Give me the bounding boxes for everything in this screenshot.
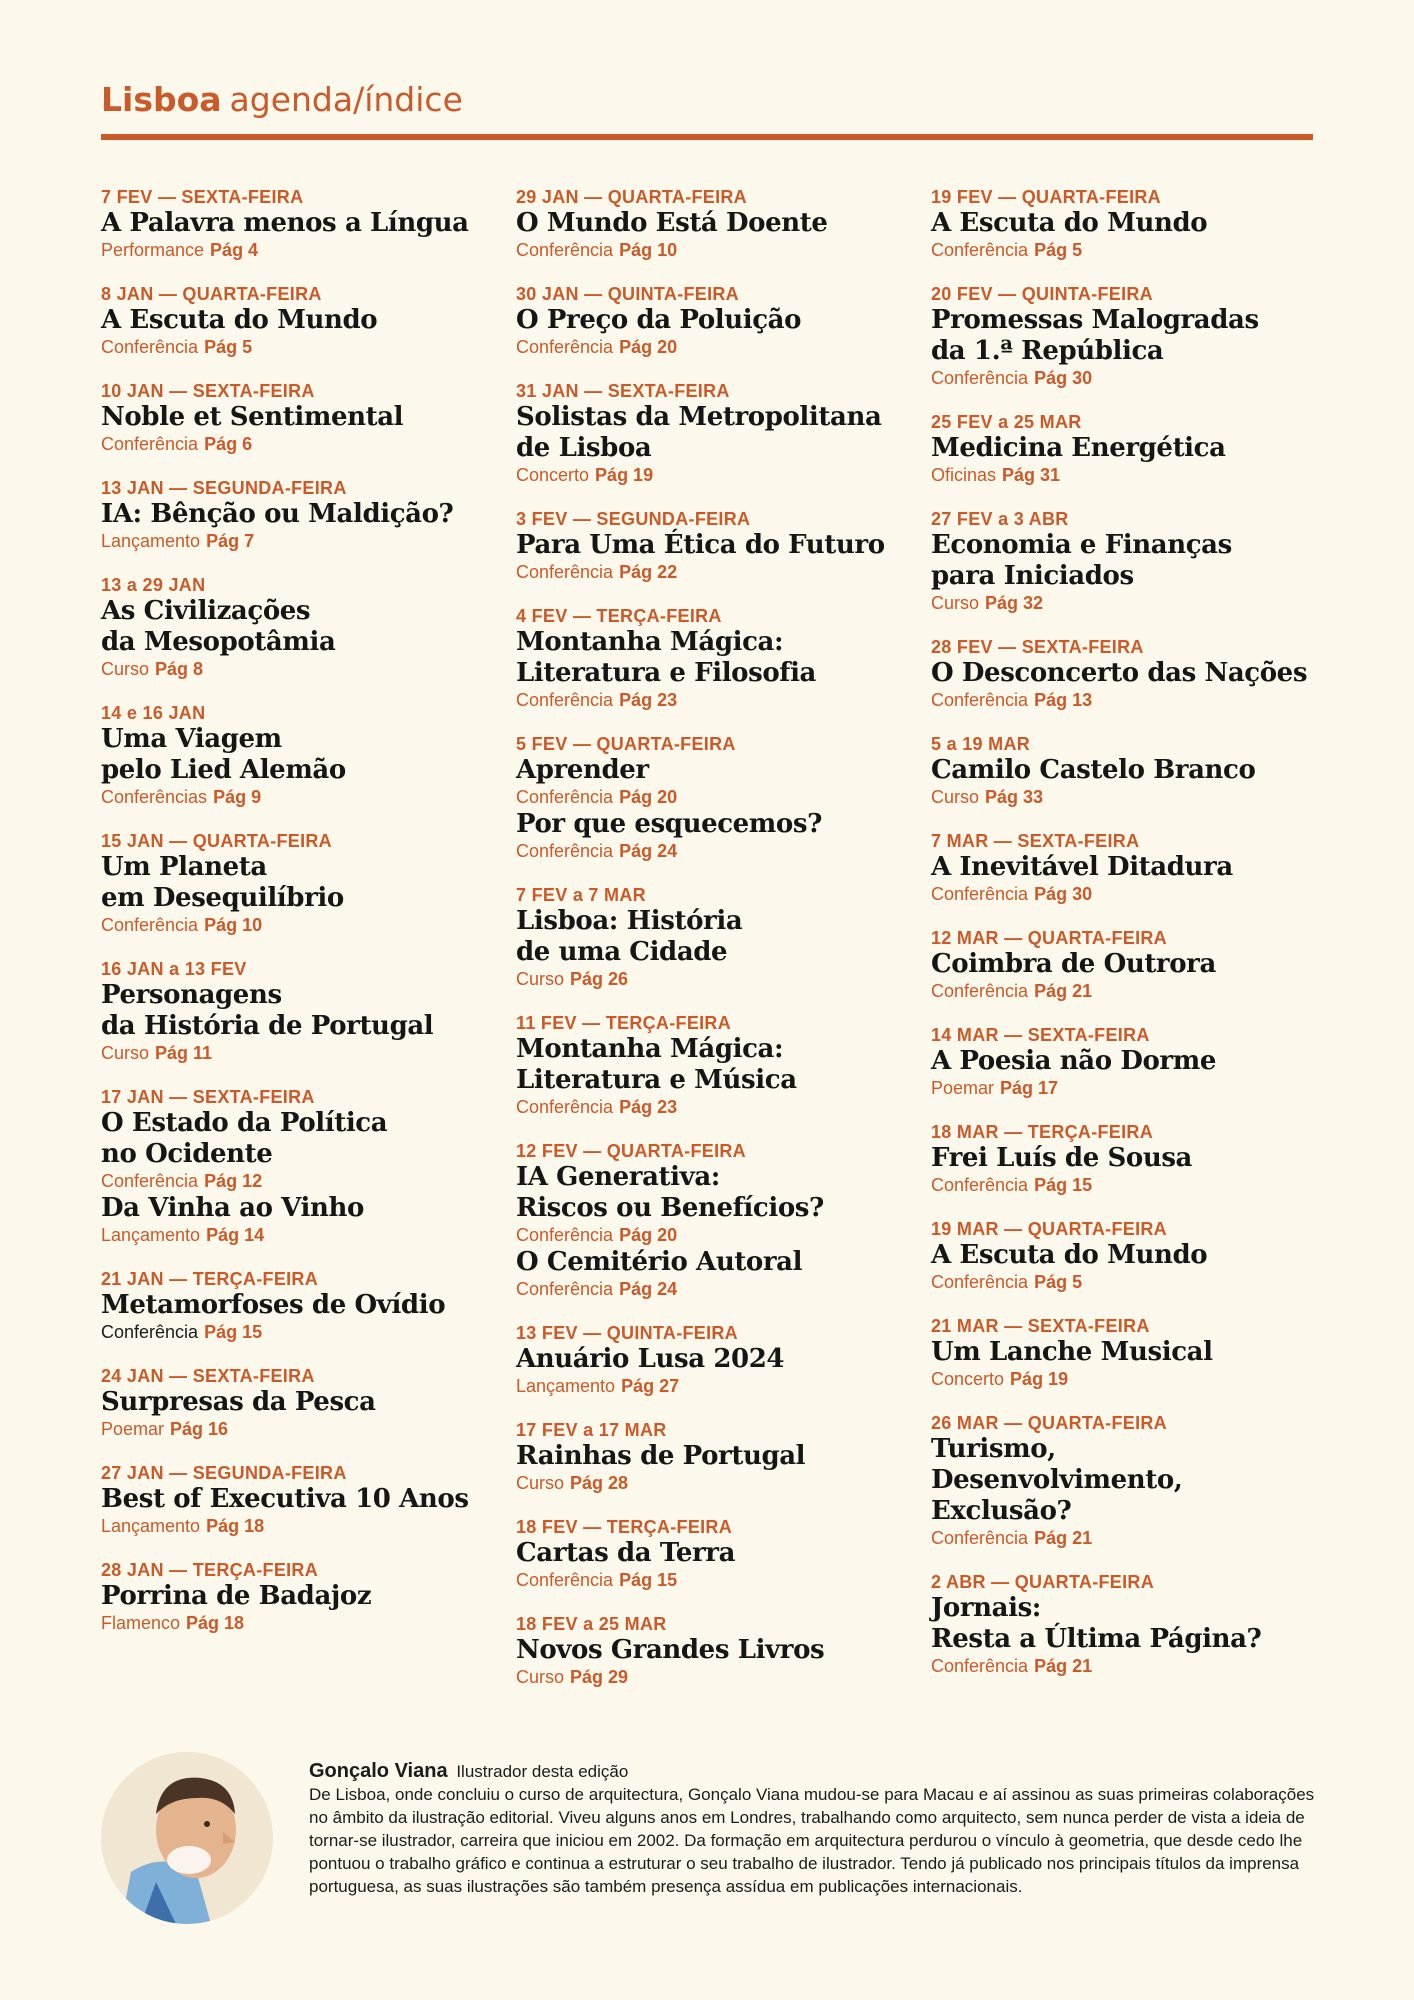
event-date: 7 FEV a 7 MAR bbox=[516, 885, 646, 905]
event-page-ref: Pág 19 bbox=[1010, 1369, 1069, 1389]
event-page-ref: Pág 13 bbox=[1034, 690, 1093, 710]
event-title bbox=[516, 1034, 916, 1096]
agenda-entry bbox=[516, 508, 916, 584]
event-page-ref: Pág 21 bbox=[1034, 1656, 1093, 1676]
agenda-entry bbox=[516, 283, 916, 359]
event-meta bbox=[101, 239, 501, 262]
event-meta bbox=[931, 239, 1321, 262]
event-title-line: Personagens bbox=[101, 980, 282, 1010]
event-page-ref: Pág 32 bbox=[985, 593, 1044, 613]
agenda-column-3 bbox=[931, 186, 1321, 1699]
event-type: Lançamento bbox=[101, 531, 201, 551]
agenda-entry bbox=[931, 636, 1321, 712]
event-page-ref: Pág 22 bbox=[619, 562, 678, 582]
event-page-ref: Pág 20 bbox=[619, 1225, 678, 1245]
event-date: 24 JAN — SEXTA-FEIRA bbox=[101, 1366, 315, 1386]
agenda-entry bbox=[101, 1462, 501, 1538]
event-title bbox=[101, 980, 501, 1042]
event-date: 7 FEV — SEXTA-FEIRA bbox=[101, 187, 304, 207]
event-date: 13 a 29 JAN bbox=[101, 575, 206, 595]
illustrator-role: Ilustrador desta edição bbox=[456, 1762, 629, 1781]
agenda-entry bbox=[516, 605, 916, 712]
event-title: Surpresas da Pesca bbox=[101, 1387, 376, 1417]
event-type: Conferência bbox=[101, 915, 199, 935]
event-meta bbox=[101, 1321, 501, 1344]
event-date: 17 JAN — SEXTA-FEIRA bbox=[101, 1087, 315, 1107]
event-title bbox=[101, 1108, 501, 1170]
event-title: Camilo Castelo Branco bbox=[931, 755, 1256, 785]
event-date: 18 MAR — TERÇA-FEIRA bbox=[931, 1122, 1154, 1142]
event-title-line: Lisboa: História bbox=[516, 906, 743, 936]
event-type: Lançamento bbox=[101, 1516, 201, 1536]
agenda-entry bbox=[931, 733, 1321, 809]
event-date: 8 JAN — QUARTA-FEIRA bbox=[101, 284, 322, 304]
event-meta bbox=[101, 914, 501, 937]
event-page-ref: Pág 18 bbox=[186, 1613, 245, 1633]
event-meta bbox=[516, 1569, 916, 1592]
event-title bbox=[931, 530, 1321, 592]
agenda-entry bbox=[101, 380, 501, 456]
event-title bbox=[101, 724, 501, 786]
event-date: 27 FEV a 3 ABR bbox=[931, 509, 1069, 529]
event-title-line: Solistas da Metropolitana bbox=[516, 402, 882, 432]
event-date: 12 MAR — QUARTA-FEIRA bbox=[931, 928, 1167, 948]
event-page-ref: Pág 29 bbox=[570, 1667, 629, 1687]
agenda-entry bbox=[931, 830, 1321, 906]
agenda-entry bbox=[516, 884, 916, 991]
event-meta bbox=[516, 689, 916, 712]
event-title-line: Uma Viagem bbox=[101, 724, 282, 754]
event-page-ref: Pág 21 bbox=[1034, 1528, 1093, 1548]
agenda-entry bbox=[516, 1516, 916, 1592]
event-type: Oficinas bbox=[931, 465, 997, 485]
event-date: 29 JAN — QUARTA-FEIRA bbox=[516, 187, 747, 207]
event-title-line: Jornais: bbox=[931, 1593, 1042, 1623]
event-meta bbox=[516, 464, 916, 487]
event-type: Conferência bbox=[516, 1097, 614, 1117]
city-name: Lisboa bbox=[101, 80, 222, 119]
event-title-line: Um Planeta bbox=[101, 852, 267, 882]
event-title-line: Riscos ou Benefícios? bbox=[516, 1193, 824, 1223]
event-title: O Mundo Está Doente bbox=[516, 208, 828, 238]
event-meta bbox=[931, 980, 1321, 1003]
event-title: Coimbra de Outrora bbox=[931, 949, 1216, 979]
event-title bbox=[516, 627, 916, 689]
event-page-ref: Pág 8 bbox=[155, 659, 204, 679]
event-meta bbox=[516, 840, 916, 863]
event-date: 19 FEV — QUARTA-FEIRA bbox=[931, 187, 1161, 207]
event-type: Conferência bbox=[931, 1656, 1029, 1676]
event-date: 26 MAR — QUARTA-FEIRA bbox=[931, 1413, 1167, 1433]
illustrator-portrait bbox=[101, 1752, 273, 1924]
event-meta bbox=[101, 1612, 501, 1635]
event-date: 14 e 16 JAN bbox=[101, 703, 206, 723]
event-title-line: Desenvolvimento, bbox=[931, 1465, 1183, 1495]
event-type: Poemar bbox=[931, 1078, 995, 1098]
event-type: Conferências bbox=[101, 787, 208, 807]
agenda-entry bbox=[931, 927, 1321, 1003]
event-title-line: Promessas Malogradas bbox=[931, 305, 1259, 335]
event-meta bbox=[101, 1515, 501, 1538]
event-title-line: pelo Lied Alemão bbox=[101, 755, 346, 785]
event-meta bbox=[516, 1472, 916, 1495]
agenda-entry bbox=[516, 186, 916, 262]
event-title-line: Literatura e Música bbox=[516, 1065, 797, 1095]
event-page-ref: Pág 24 bbox=[619, 1279, 678, 1299]
event-title-line: Exclusão? bbox=[931, 1496, 1072, 1526]
event-date: 12 FEV — QUARTA-FEIRA bbox=[516, 1141, 746, 1161]
event-title-line: em Desequilíbrio bbox=[101, 883, 344, 913]
event-meta bbox=[931, 1368, 1321, 1391]
illustrator-name: Gonçalo Viana bbox=[309, 1760, 448, 1782]
event-type: Conferência bbox=[101, 1171, 199, 1191]
agenda-entry bbox=[101, 186, 501, 262]
event-title: A Escuta do Mundo bbox=[931, 1240, 1208, 1270]
event-type: Conferência bbox=[931, 690, 1029, 710]
event-meta bbox=[516, 786, 916, 809]
event-title: Novos Grandes Livros bbox=[516, 1635, 825, 1665]
event-title-line: As Civilizações bbox=[101, 596, 311, 626]
event-title bbox=[931, 1593, 1321, 1655]
event-page-ref: Pág 30 bbox=[1034, 884, 1093, 904]
event-page-ref: Pág 12 bbox=[204, 1171, 263, 1191]
event-type: Curso bbox=[516, 969, 565, 989]
event-meta bbox=[931, 592, 1321, 615]
event-date: 19 MAR — QUARTA-FEIRA bbox=[931, 1219, 1167, 1239]
event-date: 4 FEV — TERÇA-FEIRA bbox=[516, 606, 722, 626]
event-meta bbox=[931, 883, 1321, 906]
event-title: Aprender bbox=[516, 755, 649, 785]
page-title bbox=[101, 80, 463, 120]
event-title bbox=[101, 852, 501, 914]
agenda-entry bbox=[101, 958, 501, 1065]
illustrator-bio bbox=[309, 1760, 1319, 1898]
event-type: Curso bbox=[516, 1667, 565, 1687]
event-date: 5 a 19 MAR bbox=[931, 734, 1031, 754]
event-meta bbox=[931, 786, 1321, 809]
event-title bbox=[516, 402, 916, 464]
event-page-ref: Pág 33 bbox=[985, 787, 1044, 807]
event-title: IA: Bênção ou Maldição? bbox=[101, 499, 454, 529]
event-date: 15 JAN — QUARTA-FEIRA bbox=[101, 831, 332, 851]
event-type: Conferência bbox=[516, 1570, 614, 1590]
illustrator-portrait-icon bbox=[101, 1752, 273, 1924]
event-type: Curso bbox=[516, 1473, 565, 1493]
event-type: Curso bbox=[931, 593, 980, 613]
event-title-line: da Mesopotâmia bbox=[101, 627, 336, 657]
event-page-ref: Pág 5 bbox=[204, 337, 253, 357]
event-title: O Cemitério Autoral bbox=[516, 1247, 803, 1277]
agenda-column-1 bbox=[101, 186, 501, 1656]
event-date: 17 FEV a 17 MAR bbox=[516, 1420, 667, 1440]
event-page-ref: Pág 16 bbox=[170, 1419, 229, 1439]
event-title: Medicina Energética bbox=[931, 433, 1226, 463]
event-page-ref: Pág 6 bbox=[204, 434, 253, 454]
event-meta bbox=[516, 1096, 916, 1119]
event-title-line: Turismo, bbox=[931, 1434, 1056, 1464]
event-title bbox=[931, 305, 1321, 367]
event-title-line: Economia e Finanças bbox=[931, 530, 1232, 560]
event-type: Conferência bbox=[516, 1225, 614, 1245]
section-name: agenda/índice bbox=[229, 80, 463, 119]
agenda-entry bbox=[516, 1613, 916, 1689]
event-type: Conferência bbox=[516, 787, 614, 807]
agenda-entry bbox=[101, 1086, 501, 1247]
agenda-entry bbox=[101, 1268, 501, 1344]
event-page-ref: Pág 5 bbox=[1034, 1272, 1083, 1292]
event-page-ref: Pág 17 bbox=[1000, 1078, 1059, 1098]
event-title-line: de Lisboa bbox=[516, 433, 652, 463]
event-title bbox=[516, 1162, 916, 1224]
event-type: Poemar bbox=[101, 1419, 165, 1439]
event-meta bbox=[101, 433, 501, 456]
event-date: 18 FEV — TERÇA-FEIRA bbox=[516, 1517, 733, 1537]
agenda-entry bbox=[516, 1140, 916, 1301]
event-type: Lançamento bbox=[101, 1225, 201, 1245]
event-date: 21 MAR — SEXTA-FEIRA bbox=[931, 1316, 1150, 1336]
agenda-entry bbox=[931, 1571, 1321, 1678]
event-date: 28 FEV — SEXTA-FEIRA bbox=[931, 637, 1144, 657]
event-title: Para Uma Ética do Futuro bbox=[516, 530, 885, 560]
event-type: Conferência bbox=[101, 1322, 199, 1342]
event-title bbox=[101, 596, 501, 658]
event-page-ref: Pág 10 bbox=[619, 240, 678, 260]
event-type: Conferência bbox=[516, 1279, 614, 1299]
event-meta bbox=[931, 1271, 1321, 1294]
event-title: A Escuta do Mundo bbox=[101, 305, 378, 335]
event-title: Anuário Lusa 2024 bbox=[516, 1344, 785, 1374]
event-page-ref: Pág 15 bbox=[204, 1322, 263, 1342]
event-title: A Escuta do Mundo bbox=[931, 208, 1208, 238]
event-page-ref: Pág 20 bbox=[619, 787, 678, 807]
event-date: 21 JAN — TERÇA-FEIRA bbox=[101, 1269, 319, 1289]
event-date: 20 FEV — QUINTA-FEIRA bbox=[931, 284, 1153, 304]
agenda-entry bbox=[101, 1559, 501, 1635]
event-meta bbox=[101, 1170, 501, 1193]
event-meta bbox=[101, 1042, 501, 1065]
event-type: Conferência bbox=[931, 368, 1029, 388]
event-date: 13 FEV — QUINTA-FEIRA bbox=[516, 1323, 738, 1343]
agenda-entry bbox=[101, 477, 501, 553]
event-meta bbox=[931, 1174, 1321, 1197]
agenda-entry bbox=[516, 733, 916, 863]
illustrator-bio-text: De Lisboa, onde concluiu o curso de arquitectura, Gonçalo Viana mudou-se para Macau e aí assinou as suas primeiras colaborações no âmbito da ilustração editorial. Viveu alguns anos em Londres, trabalhando como arquitecto, sem nunca perder de vista a ideia de tornar-se ilustrador, carreira que iniciou em 2002. Da formação em arquitectura perdurou o vínculo à geometria, que desde cedo lhe pontuou o trabalho gráfico e continua a estruturar o seu trabalho de ilustrador. Tendo já publicado nos principais títulos da imprensa portuguesa, as suas ilustrações são também presença assídua em publicações internacionais. bbox=[309, 1785, 1315, 1896]
event-meta bbox=[101, 336, 501, 359]
event-type: Conferência bbox=[931, 981, 1029, 1001]
event-type: Conferência bbox=[516, 337, 614, 357]
event-page-ref: Pág 18 bbox=[206, 1516, 265, 1536]
agenda-entry bbox=[931, 186, 1321, 262]
agenda-entry bbox=[101, 283, 501, 359]
event-meta bbox=[101, 658, 501, 681]
event-title-line: O Estado da Política bbox=[101, 1108, 388, 1138]
event-date: 13 JAN — SEGUNDA-FEIRA bbox=[101, 478, 347, 498]
event-type: Lançamento bbox=[516, 1376, 616, 1396]
event-title-line: para Iniciados bbox=[931, 561, 1134, 591]
event-title: Porrina de Badajoz bbox=[101, 1581, 372, 1611]
agenda-entry bbox=[931, 508, 1321, 615]
event-page-ref: Pág 23 bbox=[619, 1097, 678, 1117]
event-page-ref: Pág 4 bbox=[210, 240, 259, 260]
event-page-ref: Pág 11 bbox=[155, 1043, 213, 1063]
event-type: Conferência bbox=[516, 240, 614, 260]
event-title: Metamorfoses de Ovídio bbox=[101, 1290, 446, 1320]
event-date: 5 FEV — QUARTA-FEIRA bbox=[516, 734, 736, 754]
event-date: 18 FEV a 25 MAR bbox=[516, 1614, 667, 1634]
event-page-ref: Pág 15 bbox=[619, 1570, 678, 1590]
event-type: Conferência bbox=[931, 1272, 1029, 1292]
event-title-line: no Ocidente bbox=[101, 1139, 273, 1169]
event-title-line: da História de Portugal bbox=[101, 1011, 434, 1041]
agenda-entry bbox=[101, 830, 501, 937]
agenda-column-2 bbox=[516, 186, 916, 1710]
event-page-ref: Pág 24 bbox=[619, 841, 678, 861]
event-date: 2 ABR — QUARTA-FEIRA bbox=[931, 1572, 1154, 1592]
agenda-entry bbox=[931, 283, 1321, 390]
event-date: 3 FEV — SEGUNDA-FEIRA bbox=[516, 509, 751, 529]
event-type: Concerto bbox=[516, 465, 590, 485]
event-meta bbox=[931, 1655, 1321, 1678]
event-title: Rainhas de Portugal bbox=[516, 1441, 806, 1471]
event-page-ref: Pág 19 bbox=[595, 465, 654, 485]
event-type: Conferência bbox=[931, 1528, 1029, 1548]
event-meta bbox=[516, 561, 916, 584]
event-page-ref: Pág 14 bbox=[206, 1225, 265, 1245]
event-meta bbox=[516, 1278, 916, 1301]
event-title: O Desconcerto das Nações bbox=[931, 658, 1308, 688]
event-title-line: Montanha Mágica: bbox=[516, 627, 784, 657]
event-date: 27 JAN — SEGUNDA-FEIRA bbox=[101, 1463, 347, 1483]
event-date: 31 JAN — SEXTA-FEIRA bbox=[516, 381, 730, 401]
event-page-ref: Pág 23 bbox=[619, 690, 678, 710]
agenda-entry bbox=[516, 380, 916, 487]
event-meta bbox=[101, 1418, 501, 1441]
event-page-ref: Pág 7 bbox=[206, 531, 255, 551]
event-title: Best of Executiva 10 Anos bbox=[101, 1484, 469, 1514]
event-page-ref: Pág 28 bbox=[570, 1473, 629, 1493]
event-meta bbox=[101, 1224, 501, 1247]
event-title: O Preço da Poluição bbox=[516, 305, 802, 335]
event-type: Flamenco bbox=[101, 1613, 181, 1633]
agenda-entry bbox=[931, 1218, 1321, 1294]
event-title-line: IA Generativa: bbox=[516, 1162, 720, 1192]
agenda-entry bbox=[931, 1024, 1321, 1100]
event-type: Conferência bbox=[101, 337, 199, 357]
event-page-ref: Pág 30 bbox=[1034, 368, 1093, 388]
agenda-entry bbox=[101, 1365, 501, 1441]
event-meta bbox=[516, 1224, 916, 1247]
agenda-entry bbox=[931, 1121, 1321, 1197]
agenda-entry bbox=[101, 574, 501, 681]
event-type: Conferência bbox=[931, 884, 1029, 904]
event-date: 7 MAR — SEXTA-FEIRA bbox=[931, 831, 1140, 851]
event-meta bbox=[516, 968, 916, 991]
event-meta bbox=[931, 464, 1321, 487]
event-type: Conferência bbox=[516, 562, 614, 582]
agenda-entry bbox=[931, 1412, 1321, 1550]
event-type: Conferência bbox=[516, 690, 614, 710]
agenda-entry bbox=[516, 1012, 916, 1119]
event-date: 16 JAN a 13 FEV bbox=[101, 959, 247, 979]
event-meta bbox=[516, 1666, 916, 1689]
event-type: Conferência bbox=[931, 240, 1029, 260]
event-title: A Inevitável Ditadura bbox=[931, 852, 1233, 882]
event-title-line: Montanha Mágica: bbox=[516, 1034, 784, 1064]
event-type: Conferência bbox=[516, 841, 614, 861]
event-title-line: Resta a Última Página? bbox=[931, 1624, 1262, 1654]
event-page-ref: Pág 20 bbox=[619, 337, 678, 357]
agenda-entry bbox=[931, 411, 1321, 487]
event-date: 30 JAN — QUINTA-FEIRA bbox=[516, 284, 739, 304]
event-date: 10 JAN — SEXTA-FEIRA bbox=[101, 381, 315, 401]
event-page-ref: Pág 26 bbox=[570, 969, 629, 989]
event-type: Curso bbox=[101, 659, 150, 679]
event-page-ref: Pág 9 bbox=[213, 787, 262, 807]
event-page-ref: Pág 31 bbox=[1002, 465, 1061, 485]
event-title: Cartas da Terra bbox=[516, 1538, 736, 1568]
event-meta bbox=[101, 530, 501, 553]
event-title: Um Lanche Musical bbox=[931, 1337, 1213, 1367]
event-title bbox=[516, 906, 916, 968]
event-title-line: Literatura e Filosofia bbox=[516, 658, 817, 688]
event-title: Da Vinha ao Vinho bbox=[101, 1193, 364, 1223]
agenda-entry bbox=[931, 1315, 1321, 1391]
event-meta bbox=[516, 336, 916, 359]
event-date: 25 FEV a 25 MAR bbox=[931, 412, 1082, 432]
event-page-ref: Pág 21 bbox=[1034, 981, 1093, 1001]
event-meta bbox=[931, 1527, 1321, 1550]
event-date: 14 MAR — SEXTA-FEIRA bbox=[931, 1025, 1150, 1045]
event-date: 11 FEV — TERÇA-FEIRA bbox=[516, 1013, 732, 1033]
event-title bbox=[931, 1434, 1321, 1527]
event-page-ref: Pág 27 bbox=[621, 1376, 680, 1396]
event-page-ref: Pág 10 bbox=[204, 915, 263, 935]
header-rule bbox=[101, 134, 1313, 140]
event-page-ref: Pág 15 bbox=[1034, 1175, 1093, 1195]
event-title-line: de uma Cidade bbox=[516, 937, 728, 967]
event-title: Frei Luís de Sousa bbox=[931, 1143, 1193, 1173]
event-type: Curso bbox=[931, 787, 980, 807]
event-type: Conferência bbox=[101, 434, 199, 454]
event-meta bbox=[931, 689, 1321, 712]
event-type: Concerto bbox=[931, 1369, 1005, 1389]
event-title: Noble et Sentimental bbox=[101, 402, 404, 432]
event-page-ref: Pág 5 bbox=[1034, 240, 1083, 260]
event-meta bbox=[931, 1077, 1321, 1100]
agenda-entry bbox=[516, 1322, 916, 1398]
event-meta bbox=[516, 1375, 916, 1398]
event-type: Conferência bbox=[931, 1175, 1029, 1195]
event-meta bbox=[931, 367, 1321, 390]
event-title-line: da 1.ª República bbox=[931, 336, 1164, 366]
event-type: Performance bbox=[101, 240, 205, 260]
event-title: A Poesia não Dorme bbox=[931, 1046, 1216, 1076]
event-meta bbox=[516, 239, 916, 262]
event-title: A Palavra menos a Língua bbox=[101, 208, 469, 238]
event-type: Curso bbox=[101, 1043, 150, 1063]
event-date: 28 JAN — TERÇA-FEIRA bbox=[101, 1560, 319, 1580]
event-meta bbox=[101, 786, 501, 809]
event-title: Por que esquecemos? bbox=[516, 809, 822, 839]
agenda-entry bbox=[101, 702, 501, 809]
agenda-entry bbox=[516, 1419, 916, 1495]
